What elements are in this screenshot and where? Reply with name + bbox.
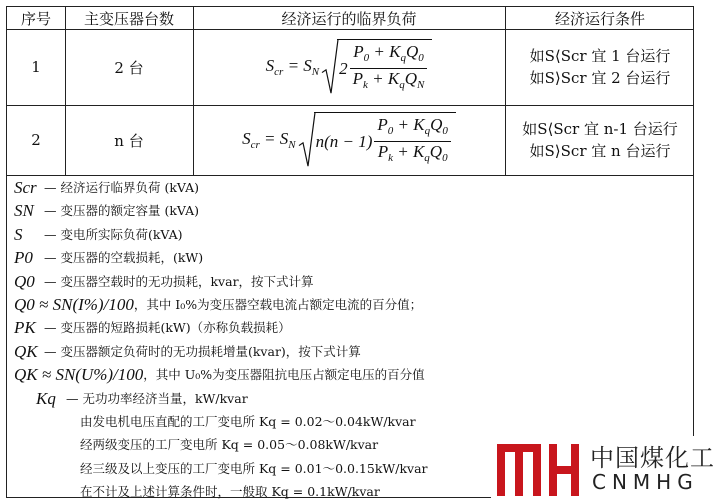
note-kq-direct: 由发电机电压直配的工厂变电所 Kq = 0.02～0.04kW/kvar [80, 413, 416, 429]
row1-formula: $S_{cr} = S_N$ 2 $\frac{P_0 + K_qQ_0}{P_k + K_qQ_N}$ [193, 29, 505, 105]
row2-formula: $S_{cr} = S_N$ n(n − 1) $\frac{P_0 + K_qQ_0}{P_k + K_qQ_0}$ [193, 105, 505, 175]
note-qk-formula: QK ≈ SN(U%)/100 ，其中 U₀%为变压器阻抗电压占额定电压的百分值 [14, 365, 425, 385]
row2-condition [505, 105, 695, 175]
logo-chinese-text: 中国煤化工 [590, 444, 715, 472]
watermark-logo [491, 436, 715, 502]
note-kq-two-level: 经两级变压的工厂变电所 Kq = 0.05～0.08kW/kvar [80, 437, 379, 453]
header-no: 序号 [20, 9, 51, 28]
header-transformer-count: 主变压器台数 [83, 9, 174, 28]
header-condition: 经济运行条件 [554, 9, 645, 28]
row1-condition [505, 29, 695, 105]
sqrt-symbol: 2 $\frac{P_0 + K_qQ_0}{P_k + K_qQ_N}$ [321, 39, 432, 95]
note-q0: Q0 — 变压器空载时的无功损耗，kvar，按下式计算 [14, 271, 314, 291]
row1-condition-1: 如S⟨Scr 宜 1 台运行 [529, 47, 671, 65]
note-pk: PK — 变压器的短路损耗(kW)（亦称负载损耗） [14, 318, 291, 338]
note-kq-default: 在不计及上述计算条件时，一般取 Kq = 0.1kW/kvar [80, 484, 380, 500]
note-kq-three-level: 经三级及以上变压的工厂变电所 Kq = 0.01～0.0.15kW/kvar [80, 460, 428, 476]
header-critical-load: 经济运行的临界负荷 [281, 9, 417, 28]
note-kq: Kq — 无功功率经济当量，kW/kvar [36, 388, 248, 408]
note-scr: Scr — 经济运行临界负荷 (kVA) [14, 178, 199, 197]
note-p0: P0 — 变压器的空载损耗，(kW) [14, 248, 204, 268]
row1-no: 1 [31, 58, 41, 76]
note-sn: SN — 变压器的额定容量 (kVA) [14, 201, 199, 221]
logo-english-text: CNMHG [592, 470, 699, 494]
note-s: S — 变电所实际负荷(kVA) [14, 224, 183, 244]
row1-condition-2: 如S⟩Scr 宜 2 台运行 [529, 69, 671, 87]
row2-condition-1: 如S⟨Scr 宜 n-1 台运行 [522, 120, 678, 138]
row2-count: n 台 [114, 131, 144, 150]
logo-mark-icon [495, 438, 590, 502]
note-q0-formula: Q0 ≈ SN(I%)/100 ，其中 I₀%为变压器空载电流占额定电流的百分值； [14, 294, 423, 314]
row2-no: 2 [31, 131, 41, 149]
note-qk: QK — 变压器额定负荷时的无功损耗增量(kvar)，按下式计算 [14, 341, 361, 361]
sqrt-symbol: n(n − 1) $\frac{P_0 + K_qQ_0}{P_k + K_qQ_0}$ [298, 112, 456, 168]
row1-count: 2 台 [114, 58, 144, 77]
row2-condition-2: 如S⟩Scr 宜 n 台运行 [529, 142, 671, 160]
